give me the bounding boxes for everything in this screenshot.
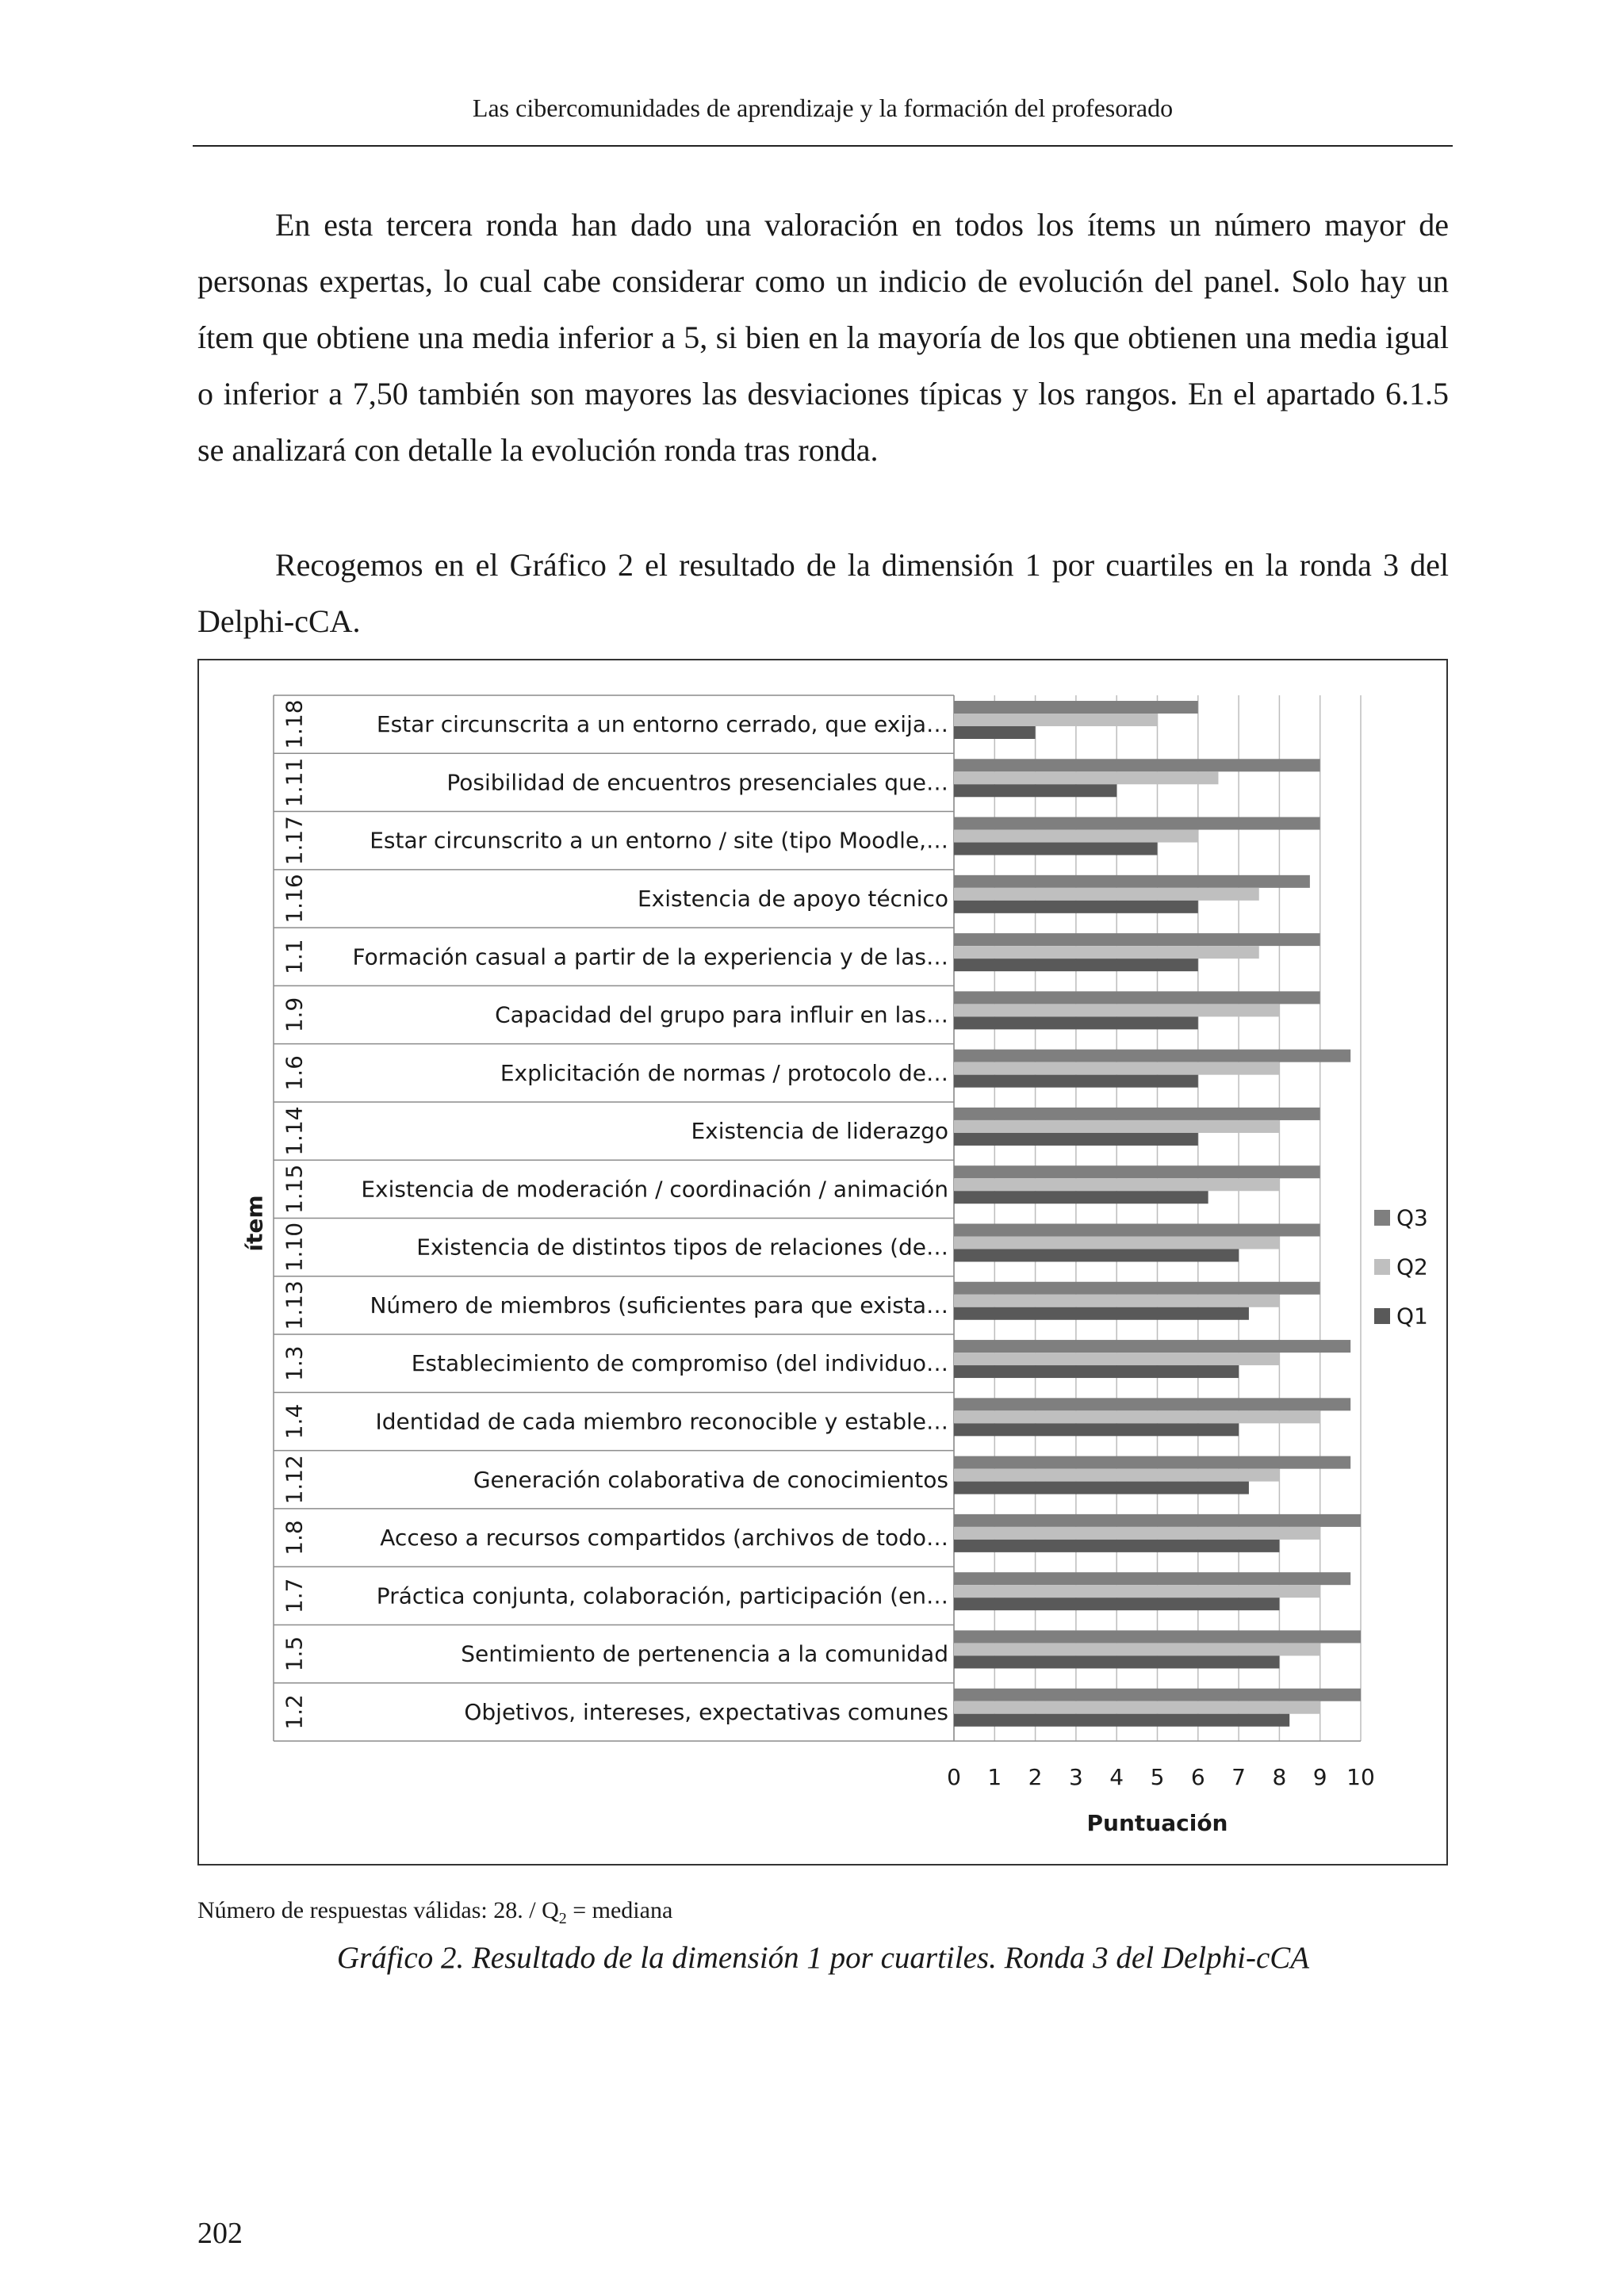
item-code-label: 1.12	[281, 1455, 308, 1505]
category-label: Existencia de moderación / coordinación / animación	[361, 1176, 948, 1203]
item-code-label: 1.9	[281, 997, 308, 1033]
category-label: Existencia de apoyo técnico	[637, 885, 948, 912]
bar-q1	[954, 1307, 1249, 1320]
category-label: Explicitación de normas / protocolo de…	[500, 1059, 948, 1086]
item-code-label: 1.10	[281, 1222, 308, 1272]
category-label: Número de miembros (suficientes para que exista…	[370, 1292, 948, 1318]
figure-caption: Gráfico 2. Resultado de la dimensión 1 por cuartiles. Ronda 3 del Delphi-cCA	[336, 1941, 1310, 1975]
x-axis-title: Puntuación	[1086, 1810, 1228, 1836]
bar-q1	[954, 1249, 1239, 1262]
bar-q3	[954, 1630, 1361, 1643]
item-code-label: 1.4	[281, 1403, 308, 1440]
bar-q2	[954, 1120, 1279, 1133]
item-code-label: 1.17	[281, 816, 308, 866]
x-tick-label: 0	[947, 1764, 961, 1790]
legend-label-q2: Q2	[1396, 1253, 1428, 1280]
bar-q2	[954, 1701, 1320, 1714]
bar-q2	[954, 1237, 1279, 1249]
category-label: Generación colaborativa de conocimientos	[473, 1466, 948, 1493]
running-header: Las cibercomunidades de aprendizaje y la formación del profesorado	[472, 94, 1174, 122]
bar-q3	[954, 1224, 1320, 1237]
figure-note-subscript: 2	[558, 1910, 567, 1927]
x-tick-label: 1	[987, 1764, 1002, 1790]
bar-q2	[954, 1643, 1320, 1655]
bar-q3	[954, 1165, 1320, 1178]
bar-q3	[954, 1108, 1320, 1120]
bar-q2	[954, 1062, 1279, 1075]
x-tick-label: 3	[1068, 1764, 1083, 1790]
category-label: Establecimiento de compromiso (del individuo…	[411, 1350, 948, 1377]
bar-q3	[954, 875, 1310, 888]
bar-q2	[954, 1353, 1279, 1365]
item-code-label: 1.3	[281, 1345, 308, 1381]
bar-q2	[954, 1469, 1279, 1482]
legend-label-q3: Q3	[1396, 1204, 1428, 1231]
bar-q2	[954, 1527, 1320, 1540]
bar-q3	[954, 1572, 1350, 1585]
category-label: Identidad de cada miembro reconocible y estable…	[375, 1408, 948, 1435]
bar-q2	[954, 1004, 1279, 1016]
bar-q1	[954, 1598, 1279, 1610]
bar-q2	[954, 830, 1198, 843]
bar-q3	[954, 1050, 1350, 1062]
figure-note-prefix: Número de respuestas válidas: 28. / Q	[197, 1897, 559, 1923]
bar-q3	[954, 1514, 1361, 1527]
item-code-label: 1.8	[281, 1520, 308, 1556]
x-tick-label: 10	[1346, 1764, 1375, 1790]
item-code-label: 1.14	[281, 1106, 308, 1156]
item-code-label: 1.13	[281, 1280, 308, 1330]
bar-q2	[954, 888, 1259, 901]
category-label: Existencia de liderazgo	[691, 1118, 948, 1145]
figure-note	[197, 1897, 672, 1928]
bar-q2	[954, 714, 1158, 726]
bar-q1	[954, 726, 1036, 739]
bar-q3	[954, 1689, 1361, 1701]
x-tick-label: 4	[1109, 1764, 1124, 1790]
bar-q1	[954, 959, 1198, 971]
x-tick-label: 7	[1231, 1764, 1247, 1790]
item-code-label: 1.7	[281, 1578, 308, 1614]
legend-swatch-q2	[1374, 1259, 1390, 1275]
category-label: Acceso a recursos compartidos (archivos de todo…	[380, 1525, 948, 1552]
bar-q1	[954, 1423, 1239, 1436]
item-code-label: 1.16	[281, 874, 308, 924]
bar-q1	[954, 843, 1158, 855]
bar-q3	[954, 1398, 1350, 1410]
figure-note-suffix: = mediana	[566, 1897, 673, 1923]
legend-swatch-q3	[1374, 1210, 1390, 1226]
bar-q1	[954, 1655, 1279, 1668]
header-rule	[193, 145, 1453, 147]
category-label: Posibilidad de encuentros presenciales que…	[446, 769, 948, 796]
x-tick-label: 8	[1272, 1764, 1287, 1790]
legend-swatch-q1	[1374, 1308, 1390, 1324]
bar-q2	[954, 1295, 1279, 1307]
bar-q3	[954, 1340, 1350, 1353]
bar-q1	[954, 1016, 1198, 1029]
category-label: Práctica conjunta, colaboración, participación (en…	[376, 1582, 948, 1609]
x-tick-label: 9	[1312, 1764, 1327, 1790]
bar-q3	[954, 701, 1198, 714]
y-axis-title: ítem	[241, 1195, 268, 1252]
bar-q1	[954, 901, 1198, 913]
page-number: 202	[197, 2217, 243, 2250]
bar-q3	[954, 759, 1320, 771]
item-code-label: 1.5	[281, 1636, 308, 1672]
legend-label-q1: Q1	[1396, 1303, 1428, 1330]
item-code-label: 1.18	[281, 699, 308, 749]
item-code-label: 1.2	[281, 1694, 308, 1730]
bar-q3	[954, 933, 1320, 946]
item-code-label: 1.1	[281, 939, 308, 975]
bar-q1	[954, 1482, 1249, 1494]
body-paragraph-1: En esta tercera ronda han dado una valoración en todos los ítems un número mayor de personas expertas, lo cual cabe considerar como un indicio de evolución del panel. Solo hay un ítem que obtiene una media inferior a 5, si bien en la mayoría de los que obtienen una media igual o inferior a 7,50 también son mayores las desviaciones típicas y los rangos. En el apartado 6.1.5 se analizará con detalle la evolución ronda tras ronda.	[197, 207, 1449, 468]
bar-q1	[954, 1191, 1208, 1203]
bar-q1	[954, 1365, 1239, 1378]
bar-q2	[954, 1410, 1320, 1423]
category-label: Estar circunscrita a un entorno cerrado, que exija…	[376, 711, 948, 738]
item-code-label: 1.6	[281, 1055, 308, 1091]
category-label: Objetivos, intereses, expectativas comunes	[464, 1698, 948, 1725]
category-label: Sentimiento de pertenencia a la comunidad	[461, 1640, 948, 1667]
category-label: Capacidad del grupo para influir en las…	[495, 1001, 948, 1028]
body-paragraph-2: Recogemos en el Gráfico 2 el resultado de la dimensión 1 por cuartiles en la ronda 3 del Delphi-cCA.	[197, 547, 1449, 639]
bar-chart	[199, 660, 1446, 1864]
item-code-label: 1.11	[281, 757, 308, 808]
bar-q1	[954, 1133, 1198, 1146]
category-label: Existencia de distintos tipos de relaciones (de…	[416, 1234, 948, 1261]
bar-q3	[954, 991, 1320, 1004]
bar-q1	[954, 784, 1116, 797]
item-code-label: 1.15	[281, 1164, 308, 1215]
bar-q2	[954, 946, 1259, 959]
bar-q3	[954, 817, 1320, 830]
bar-q1	[954, 1540, 1279, 1552]
bar-q2	[954, 1178, 1279, 1191]
bar-q3	[954, 1456, 1350, 1469]
chart-frame	[197, 659, 1448, 1866]
x-tick-label: 6	[1190, 1764, 1205, 1790]
x-tick-label: 5	[1150, 1764, 1165, 1790]
category-label: Formación casual a partir de la experiencia y de las…	[352, 943, 948, 970]
bar-q1	[954, 1075, 1198, 1088]
bar-q3	[954, 1282, 1320, 1295]
bar-q2	[954, 771, 1218, 784]
bar-q2	[954, 1585, 1320, 1598]
category-label: Estar circunscrito a un entorno / site (tipo Moodle,…	[370, 827, 948, 854]
bar-q1	[954, 1714, 1289, 1727]
x-tick-label: 2	[1028, 1764, 1043, 1790]
